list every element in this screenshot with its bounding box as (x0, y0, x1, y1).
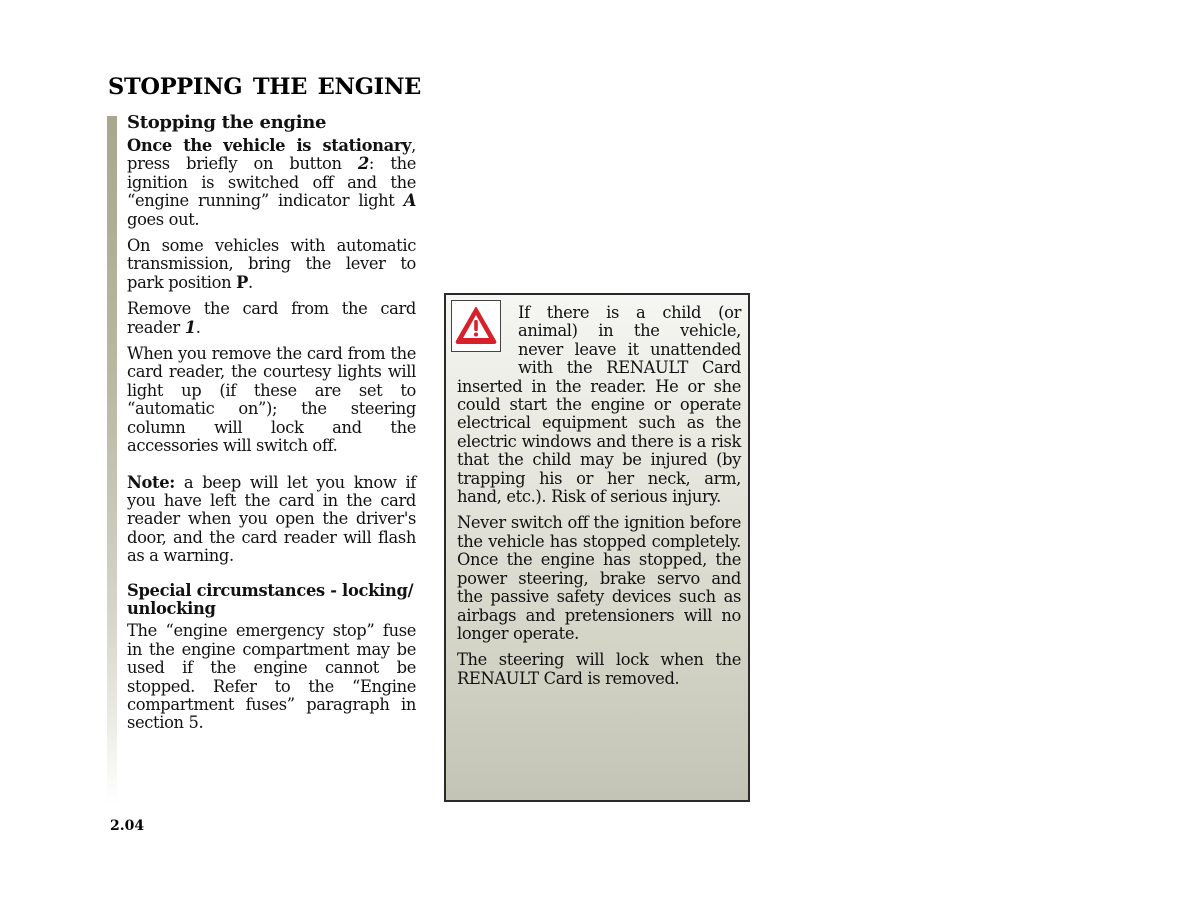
special-circumstances-heading: Special circumstances - locking/ unlocking (127, 580, 414, 618)
button-reference: 2 (357, 154, 369, 174)
paragraph-remove-card (127, 300, 416, 337)
text-span: : the ignition is switched off and the “engine running” indicator light (127, 154, 417, 211)
section-side-bar (107, 116, 117, 806)
page-title: STOPPING THE ENGINE (108, 74, 422, 100)
main-text-column (127, 112, 416, 733)
warning-text (457, 304, 741, 688)
note-label: Note: (127, 472, 175, 492)
text-span: . (247, 272, 253, 292)
warning-paragraph-ignition: Never switch off the ignition before the vehicle has stopped completely. Once the engine has stopped, the power steering, brake servo and the passive safety devices such as airbags and pretensioners will no longer operate. (457, 513, 741, 643)
park-position-reference: P (236, 272, 248, 292)
text-span: , press briefly on button (127, 136, 416, 174)
paragraph-emergency-stop: The “engine emergency stop” fuse in the engine compartment may be used if the engine cannot be stopped. Refer to the “Engine compartment fuses” paragraph in section 5. (127, 621, 416, 733)
text-span: Remove the card from the card reader (127, 299, 416, 337)
text-span: . (195, 317, 201, 337)
warning-paragraph-steering: The steering will lock when the RENAULT Card is removed. (457, 650, 741, 688)
paragraph-stationary (127, 137, 416, 229)
light-reference: A (403, 191, 416, 211)
paragraph-note (127, 474, 416, 566)
page-number: 2.04 (110, 818, 145, 834)
warning-paragraph-child: If there is a child (or animal) in the vehicle, never leave it unattended with the RENAULT Card inserted in the reader. He or she could start the engine or operate electrical equipment such as the electric windows and there is a risk that the child may be injured (by trapping his or her neck, arm, hand, etc.). Risk of serious injury. (457, 303, 741, 507)
warning-box (444, 293, 750, 802)
text-span: a beep will let you know if you have left the card in the card reader when you open the driver's door, and the card reader will flash as a warning. (127, 472, 416, 566)
text-span: On some vehicles with automatic transmission, bring the lever to park position (127, 236, 416, 292)
text-span: goes out. (127, 209, 200, 229)
card-reader-reference: 1 (184, 317, 196, 337)
bold-lead: Once the vehicle is stationary (127, 136, 412, 155)
paragraph-automatic-transmission (127, 237, 416, 292)
paragraph-courtesy-lights: When you remove the card from the card reader, the courtesy lights will light up (if these are set to “automatic on”); the steering column will lock and the accessories will switch off. (127, 344, 416, 456)
section-heading: Stopping the engine (127, 112, 327, 133)
